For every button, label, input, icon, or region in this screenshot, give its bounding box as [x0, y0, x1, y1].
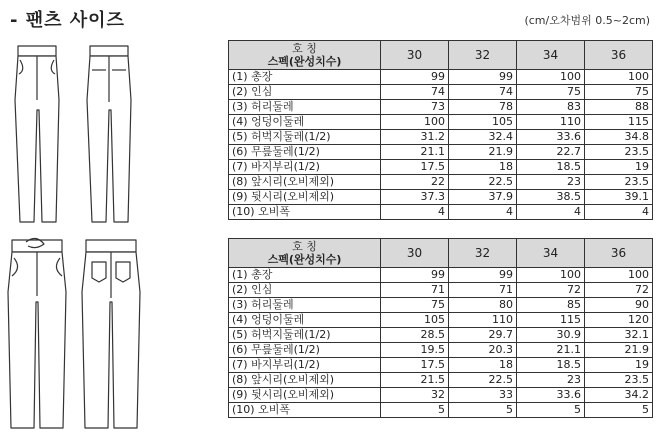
value-cell: 5: [585, 403, 653, 418]
value-cell: 29.7: [449, 328, 517, 343]
size-header: 34: [517, 239, 585, 268]
value-cell: 99: [449, 70, 517, 85]
value-cell: 19: [585, 358, 653, 373]
value-cell: 37.9: [449, 190, 517, 205]
value-cell: 34.8: [585, 130, 653, 145]
value-cell: 33: [449, 388, 517, 403]
table-row: [229, 388, 653, 403]
value-cell: 18.5: [517, 358, 585, 373]
value-cell: 75: [517, 85, 585, 100]
table-row: [229, 100, 653, 115]
table-body: [229, 268, 653, 418]
header-label-cell: [229, 41, 381, 70]
value-cell: 5: [381, 403, 449, 418]
table-row: [229, 283, 653, 298]
table-row: [229, 343, 653, 358]
table-row: [229, 175, 653, 190]
row-label: (2) 인심: [229, 283, 381, 298]
value-cell: 115: [585, 115, 653, 130]
value-cell: 21.9: [449, 145, 517, 160]
value-cell: 100: [585, 70, 653, 85]
table-row: [229, 328, 653, 343]
row-label: (4) 엉덩이둘레: [229, 115, 381, 130]
row-label: (9) 뒷시리(오비제외): [229, 190, 381, 205]
value-cell: 88: [585, 100, 653, 115]
table-row: [229, 313, 653, 328]
value-cell: 39.1: [585, 190, 653, 205]
value-cell: 17.5: [381, 358, 449, 373]
value-cell: 120: [585, 313, 653, 328]
row-label: (4) 엉덩이둘레: [229, 313, 381, 328]
value-cell: 28.5: [381, 328, 449, 343]
value-cell: 110: [517, 115, 585, 130]
value-cell: 33.6: [517, 388, 585, 403]
table-row: [229, 115, 653, 130]
value-cell: 100: [381, 115, 449, 130]
value-cell: 21.9: [585, 343, 653, 358]
table-body: [229, 70, 653, 220]
value-cell: 74: [381, 85, 449, 100]
header-label-line2: 스펙(완성치수): [267, 253, 342, 266]
value-cell: 32.4: [449, 130, 517, 145]
value-cell: 74: [449, 85, 517, 100]
table-header-row: [229, 239, 653, 268]
size-header: 30: [381, 239, 449, 268]
table-row: [229, 145, 653, 160]
value-cell: 5: [517, 403, 585, 418]
size-header: 30: [381, 41, 449, 70]
table-row: [229, 85, 653, 100]
size-header: 36: [585, 239, 653, 268]
row-label: (1) 총장: [229, 70, 381, 85]
value-cell: 90: [585, 298, 653, 313]
value-cell: 73: [381, 100, 449, 115]
value-cell: 80: [449, 298, 517, 313]
header-label-cell: [229, 239, 381, 268]
value-cell: 23: [517, 373, 585, 388]
row-label: (10) 오비폭: [229, 205, 381, 220]
table-row: [229, 373, 653, 388]
row-label: (3) 허리둘레: [229, 298, 381, 313]
value-cell: 37.3: [381, 190, 449, 205]
row-label: (3) 허리둘레: [229, 100, 381, 115]
value-cell: 23.5: [585, 145, 653, 160]
pants-back-drawing-2: [82, 240, 140, 428]
value-cell: 100: [517, 70, 585, 85]
value-cell: 105: [381, 313, 449, 328]
size-table-2: [228, 238, 653, 418]
value-cell: 78: [449, 100, 517, 115]
table-row: [229, 70, 653, 85]
row-label: (1) 총장: [229, 268, 381, 283]
value-cell: 4: [517, 205, 585, 220]
table-row: [229, 160, 653, 175]
value-cell: 105: [449, 115, 517, 130]
value-cell: 23: [517, 175, 585, 190]
value-cell: 99: [449, 268, 517, 283]
value-cell: 110: [449, 313, 517, 328]
row-label: (8) 앞시리(오비제외): [229, 175, 381, 190]
value-cell: 18: [449, 160, 517, 175]
table-row: [229, 403, 653, 418]
size-header: 34: [517, 41, 585, 70]
value-cell: 19: [585, 160, 653, 175]
header-label-line1: 호 칭: [292, 42, 317, 55]
table-row: [229, 205, 653, 220]
value-cell: 22.5: [449, 175, 517, 190]
table-row: [229, 358, 653, 373]
value-cell: 20.3: [449, 343, 517, 358]
row-label: (8) 앞시리(오비제외): [229, 373, 381, 388]
value-cell: 23.5: [585, 175, 653, 190]
value-cell: 72: [585, 283, 653, 298]
value-cell: 99: [381, 70, 449, 85]
value-cell: 115: [517, 313, 585, 328]
pants-drawing-2: [6, 232, 156, 432]
value-cell: 22.7: [517, 145, 585, 160]
row-label: (6) 무릎둘레(1/2): [229, 343, 381, 358]
value-cell: 4: [381, 205, 449, 220]
value-cell: 83: [517, 100, 585, 115]
value-cell: 85: [517, 298, 585, 313]
table-row: [229, 190, 653, 205]
size-header: 32: [449, 41, 517, 70]
value-cell: 75: [585, 85, 653, 100]
page-title: - 팬츠 사이즈: [10, 10, 125, 31]
value-cell: 19.5: [381, 343, 449, 358]
table-row: [229, 268, 653, 283]
value-cell: 34.2: [585, 388, 653, 403]
value-cell: 5: [449, 403, 517, 418]
value-cell: 31.2: [381, 130, 449, 145]
table-header-row: [229, 41, 653, 70]
value-cell: 99: [381, 268, 449, 283]
value-cell: 4: [585, 205, 653, 220]
size-table-1: [228, 40, 653, 220]
value-cell: 4: [449, 205, 517, 220]
value-cell: 72: [517, 283, 585, 298]
value-cell: 38.5: [517, 190, 585, 205]
value-cell: 33.6: [517, 130, 585, 145]
value-cell: 17.5: [381, 160, 449, 175]
value-cell: 23.5: [585, 373, 653, 388]
value-cell: 71: [381, 283, 449, 298]
value-cell: 21.5: [381, 373, 449, 388]
table-row: [229, 298, 653, 313]
value-cell: 32: [381, 388, 449, 403]
table-row: [229, 130, 653, 145]
value-cell: 18: [449, 358, 517, 373]
pants-drawing-1: [6, 40, 156, 225]
pants-front-drawing-1: [15, 46, 59, 222]
header-label-line2: 스펙(완성치수): [267, 55, 342, 68]
row-label: (5) 허벅지둘레(1/2): [229, 130, 381, 145]
row-label: (5) 허벅지둘레(1/2): [229, 328, 381, 343]
value-cell: 21.1: [517, 343, 585, 358]
value-cell: 22: [381, 175, 449, 190]
value-cell: 71: [449, 283, 517, 298]
value-cell: 18.5: [517, 160, 585, 175]
row-label: (7) 바지부리(1/2): [229, 358, 381, 373]
size-header: 36: [585, 41, 653, 70]
size-header: 32: [449, 239, 517, 268]
row-label: (9) 뒷시리(오비제외): [229, 388, 381, 403]
value-cell: 100: [585, 268, 653, 283]
row-label: (2) 인심: [229, 85, 381, 100]
header-label-line1: 호 칭: [292, 240, 317, 253]
value-cell: 30.9: [517, 328, 585, 343]
row-label: (10) 오비폭: [229, 403, 381, 418]
pants-front-drawing-2: [8, 238, 66, 428]
row-label: (7) 바지부리(1/2): [229, 160, 381, 175]
pants-back-drawing-1: [87, 46, 131, 222]
tolerance-note: (cm/오차범위 0.5~2cm): [524, 14, 650, 27]
value-cell: 22.5: [449, 373, 517, 388]
value-cell: 21.1: [381, 145, 449, 160]
value-cell: 32.1: [585, 328, 653, 343]
row-label: (6) 무릎둘레(1/2): [229, 145, 381, 160]
value-cell: 75: [381, 298, 449, 313]
value-cell: 100: [517, 268, 585, 283]
